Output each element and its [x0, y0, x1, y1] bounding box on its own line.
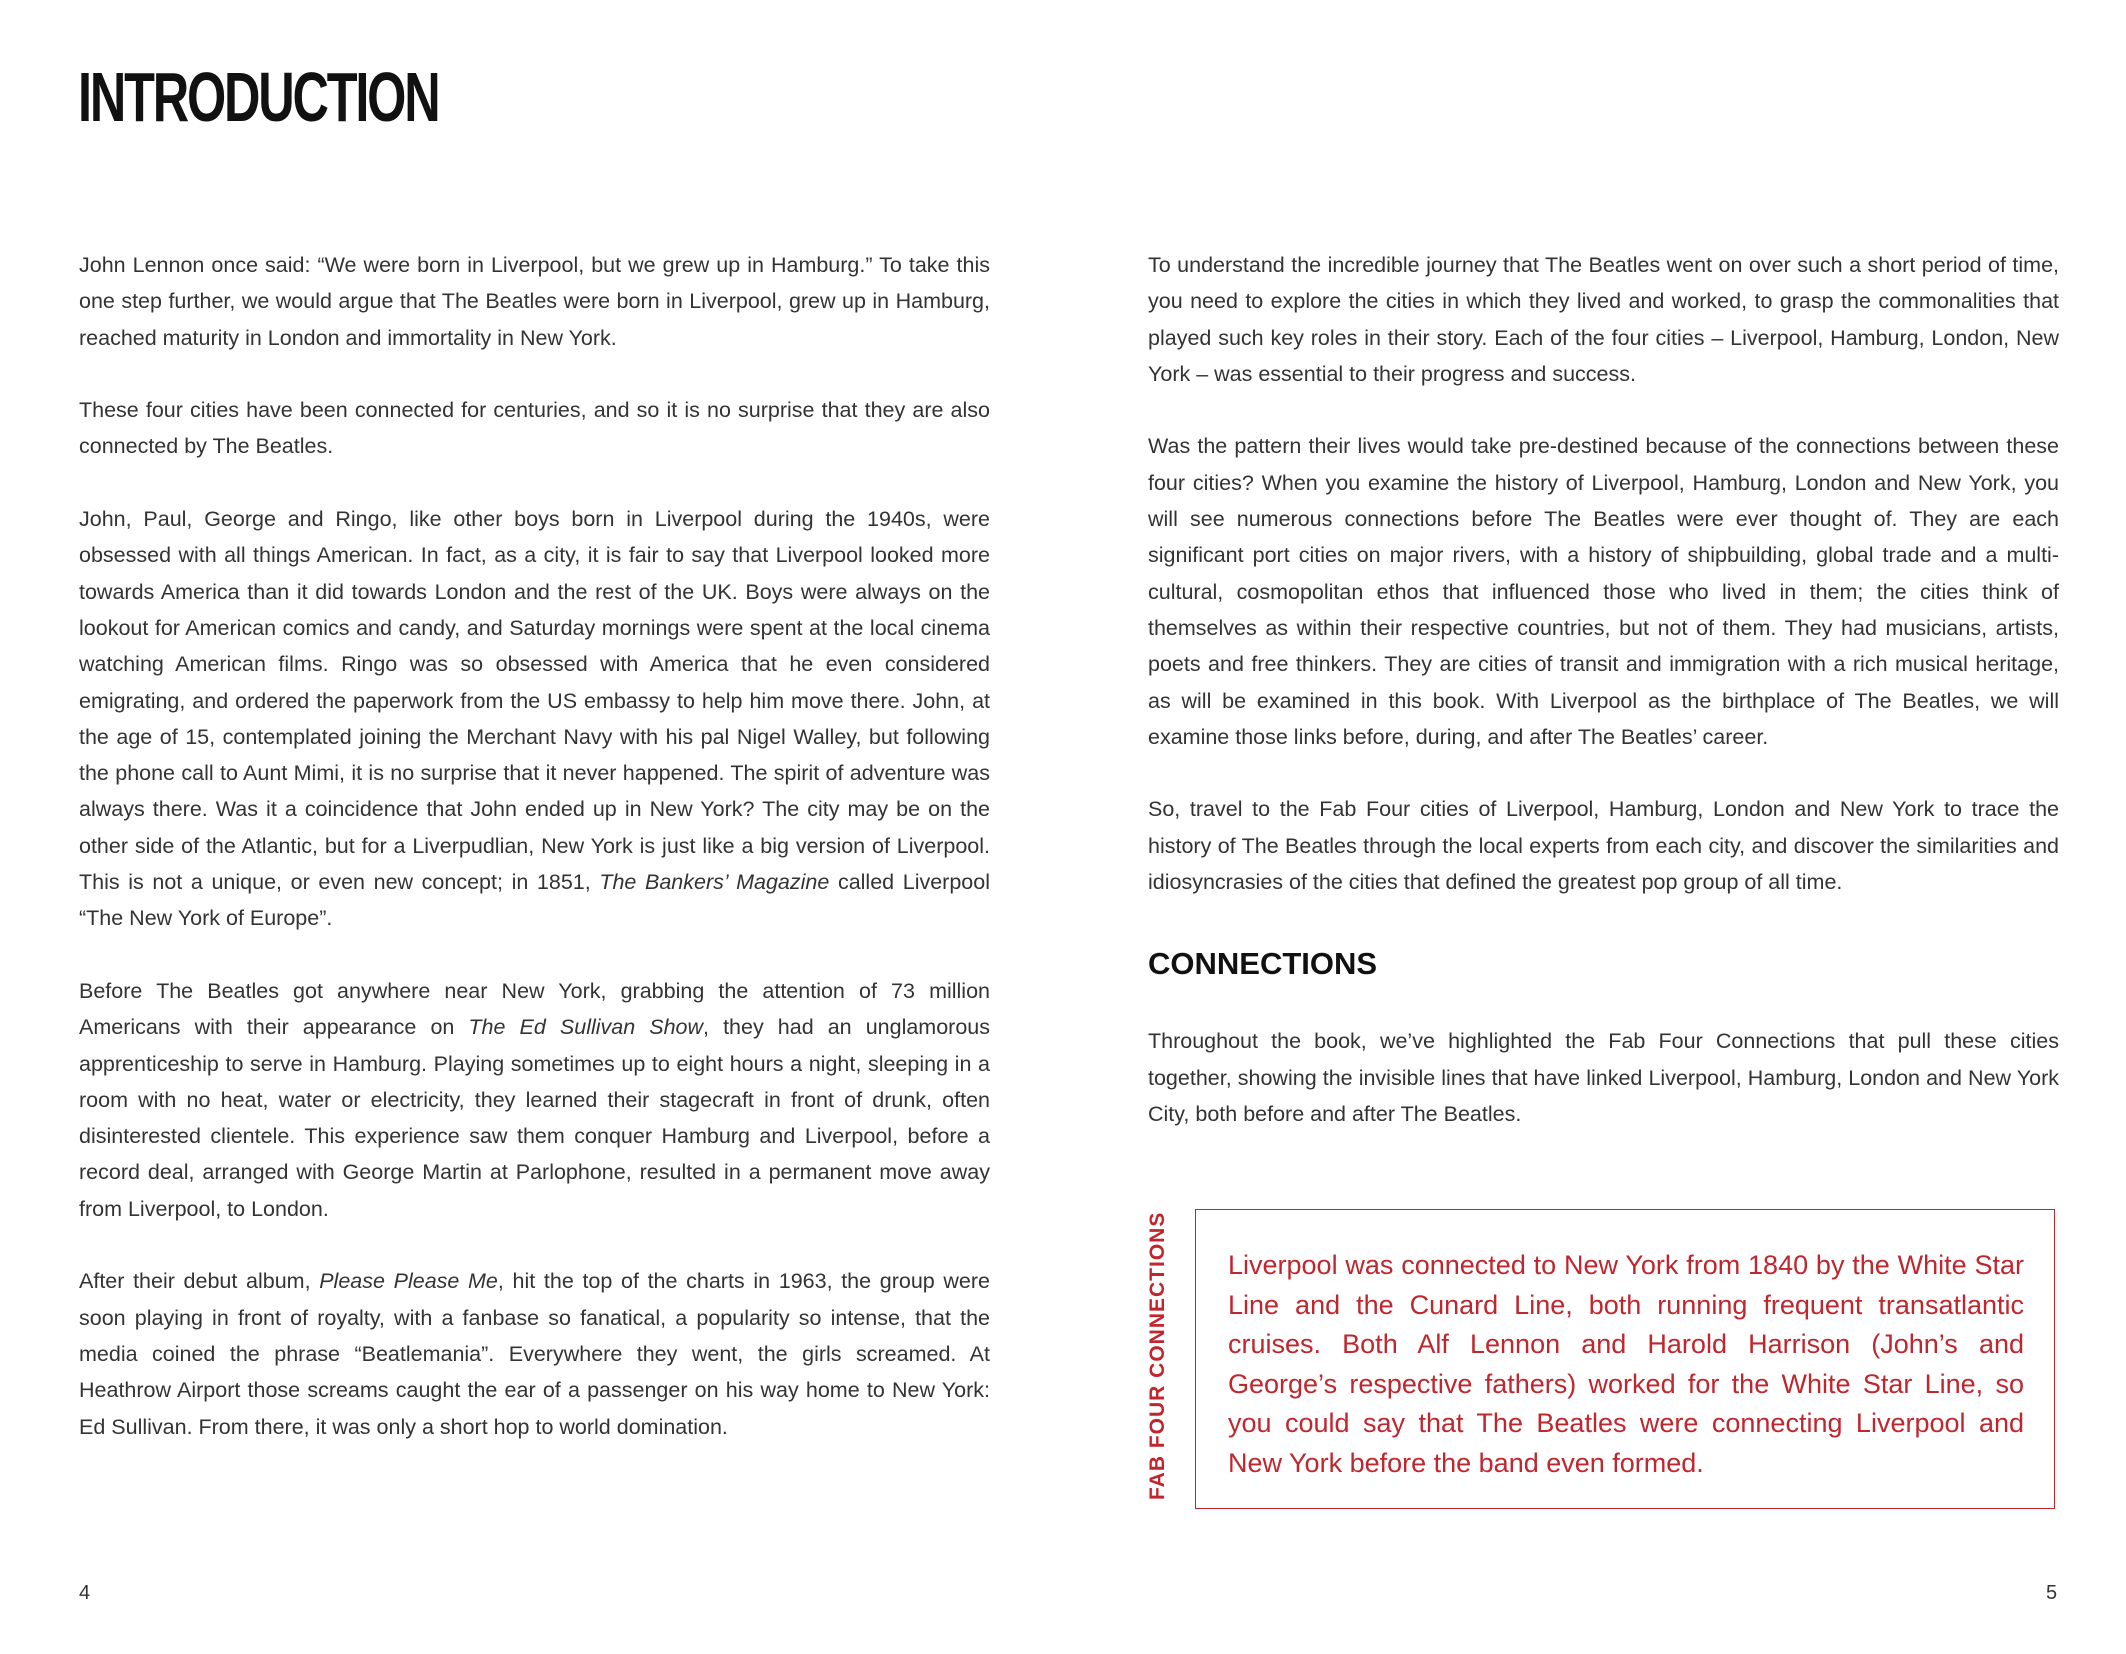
right-column	[1148, 247, 2059, 1169]
paragraph: Throughout the book, we’ve highlighted the Fab Four Connections that pull these cities together, showing the invisible lines that have linked Liverpool, Hamburg, London and New York City, both before and after The Beatles.	[1148, 1029, 2059, 1126]
text-segment: , hit the top of the charts in 1963, the group were soon playing in front of royalty, with a fanbase so fanatical, a popularity so intense, that the media coined the phrase “Beatlemania”. Everywhere they went, the girls screamed. At Heathrow Airport those screams caught the ear of a passenger on his way home to New York: Ed Sullivan. From there, it was only a short hop to world domination.	[79, 1269, 990, 1439]
text-segment: called Liverpool “The New York of Europe”.	[79, 870, 990, 931]
text-segment: John, Paul, George and Ringo, like other boys born in Liverpool during the 1940s, were obsessed with all things American. In fact, as a city, it is fair to say that Liverpool looked more towards America than it did towards London and the rest of the UK. Boys were always on the lookout for American comics and candy, and Saturday mornings were spent at the local cinema watching American films. Ringo was so obsessed with America that he even considered emigrating, and ordered the paperwork from the US embassy to help him move there. John, at the age of 15, contemplated joining the Merchant Navy with his pal Nigel Walley, but following the phone call to Aunt Mimi, it is no surprise that it never happened. The spirit of adventure was always there. Was it a coincidence that John ended up in New York? The city may be on the other side of the Atlantic, but for a Liverpudlian, New York is just like a big version of Liverpool. This is not a unique, or even new concept; in 1851,	[79, 507, 990, 895]
section-heading: CONNECTIONS	[1148, 946, 1378, 982]
paragraph: These four cities have been connected for centuries, and so it is no surprise that they are also connected by The Beatles.	[79, 398, 990, 459]
page-number-right: 5	[2046, 1582, 2058, 1604]
paragraph	[79, 1263, 990, 1444]
paragraph: John Lennon once said: “We were born in Liverpool, but we grew up in Hamburg.” To take this one step further, we would argue that The Beatles were born in Liverpool, grew up in Hamburg, reached maturity in London and immortality in New York.	[79, 253, 990, 350]
album-title: Please Please Me	[319, 1269, 498, 1294]
paragraph: To understand the incredible journey that The Beatles went on over such a short period of time, you need to explore the cities in which they lived and worked, to grasp the commonalities that played such key roles in their story. Each of the four cities – Liverpool, Hamburg, London, New York – was essential to their progress and success.	[1148, 253, 2059, 386]
text-segment: Before The Beatles got anywhere near New York, grabbing the attention of 73 million Americans with their appearance on	[79, 978, 990, 1040]
text-segment: , they had an unglamorous apprenticeship to serve in Hamburg. Playing sometimes up to eight hours a night, sleeping in a room with no heat, water or electricity, they learned their stagecraft in front of drunk, often disinterested clientele. This experience saw them conquer Hamburg and Liverpool, before a record deal, arranged with George Martin at Parlophone, resulted in a permanent move away from Liverpool, to London.	[79, 1015, 990, 1221]
show-title: The Ed Sullivan Show	[468, 1015, 704, 1040]
publication-title: The Bankers’ Magazine	[599, 870, 830, 895]
text-segment: After their debut album,	[79, 1269, 320, 1294]
page-title: INTRODUCTION	[78, 58, 439, 136]
page-number-left: 4	[79, 1582, 91, 1604]
callout-box	[1195, 1209, 2055, 1509]
paragraph: So, travel to the Fab Four cities of Liverpool, Hamburg, London and New York to trace the history of The Beatles through the local experts from each city, and discover the similarities and idiosyncrasies of the cities that defined the greatest pop group of all time.	[1148, 797, 2059, 895]
paragraph: Was the pattern their lives would take pre-destined because of the connections between these four cities? When you examine the history of Liverpool, Hamburg, London and New York, you will see numerous connections before The Beatles were ever thought of. They are each significant port cities on major rivers, with a history of shipbuilding, global trade and a multi-cultural, cosmopolitan ethos that influenced those who lived in them; the cities think of themselves as within their respective countries, but not of them. They had musicians, artists, poets and free thinkers. They are cities of transit and immigration with a rich musical heritage, as will be examined in this book. With Liverpool as the birthplace of The Beatles, we will examine those links before, during, and after The Beatles’ career.	[1148, 434, 2059, 749]
left-column	[79, 247, 990, 1481]
paragraph	[79, 973, 990, 1227]
paragraph	[79, 501, 990, 937]
callout-text: Liverpool was connected to New York from 1840 by the White Star Line and the Cunard Line, both running frequent transatlantic cruises. Both Alf Lennon and Harold Harrison (John’s and George’s respective fathers) worked for the White Star Line, so you could say that The Beatles were connecting Liverpool and New York before the band even formed.	[1228, 1250, 2024, 1478]
callout-label: FAB FOUR CONNECTIONS	[1146, 1211, 1169, 1500]
